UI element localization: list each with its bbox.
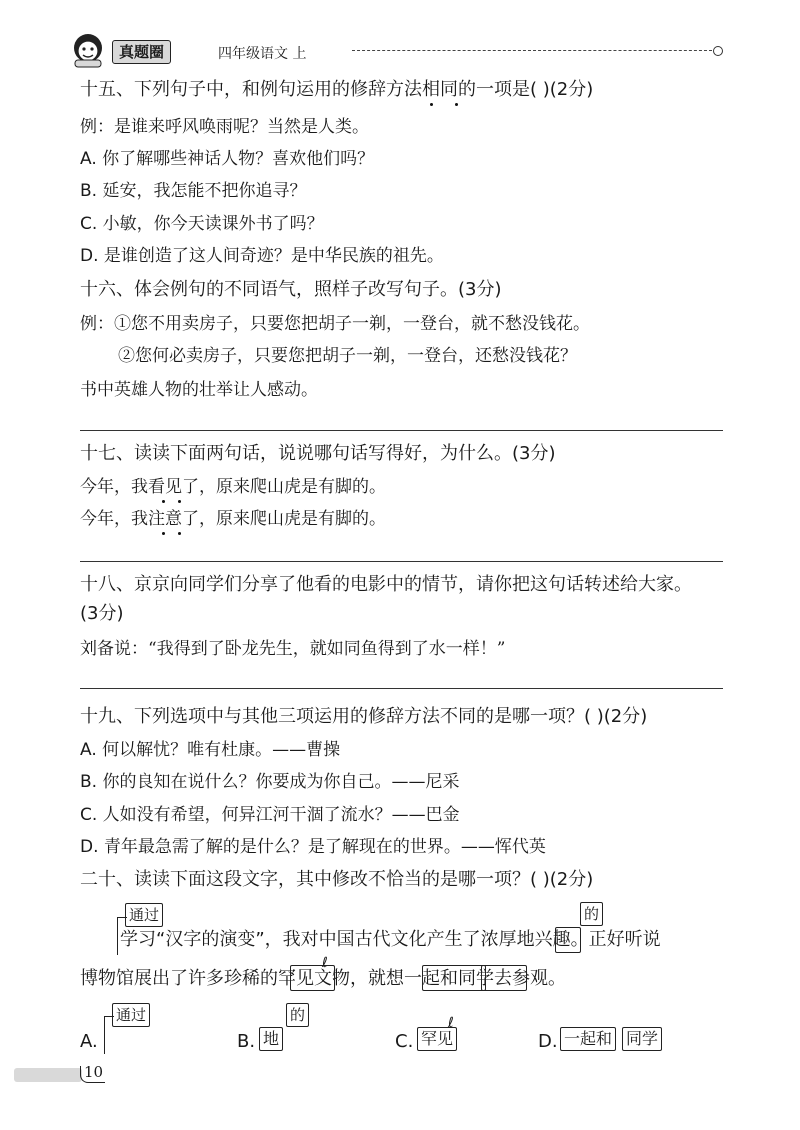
footer-bar [14, 1068, 82, 1082]
q20-paragraph-line-1: 学习“汉字的演变”，我对中国古代文化产生了浓厚地兴趣。正好听说 [120, 929, 661, 950]
emphasis-dot [162, 500, 165, 503]
answer-line [80, 688, 723, 689]
q19-option-c: C. 人如没有希望，何异江河干涸了流水？——巴金 [80, 805, 460, 825]
q20-paragraph-line-2: 博物馆展出了许多珍稀的罕见文物，就想一起和同学去参观。 [80, 968, 566, 989]
q17-sentence-1: 今年，我看见了，原来爬山虎是有脚的。 [80, 477, 386, 497]
q19-stem: 十九、下列选项中与其他三项运用的修辞方法不同的是哪一项？( )(2分) [80, 706, 648, 727]
emphasis-dot [178, 532, 181, 535]
delete-curl-icon: ℓ [448, 1015, 454, 1031]
emphasis-dot [455, 103, 458, 106]
q20-stem: 二十、读读下面这段文字，其中修改不恰当的是哪一项？( )(2分) [80, 869, 594, 890]
q20-option-d-word1: 一起和 [560, 1027, 616, 1051]
insert-mark-stroke [104, 1016, 105, 1054]
box-mark-yiqihe [422, 965, 486, 991]
q19-option-d: D. 青年最急需了解的是什么？是了解现在的世界。——恽代英 [80, 837, 546, 857]
insert-mark-stroke [117, 917, 127, 918]
box-mark-tongxue [481, 965, 527, 991]
q17-sentence-2: 今年，我注意了，原来爬山虎是有脚的。 [80, 509, 386, 529]
box-mark-di [555, 927, 581, 953]
mascot-logo-icon [66, 30, 112, 68]
q16-example-2: ②您何必卖房子，只要您把胡子一剃，一登台，还愁没钱花？ [118, 346, 577, 366]
q20-option-b-word: 地 [259, 1027, 283, 1051]
q15-stem: 十五、下列句子中，和例句运用的修辞方法相同的一项是( )(2分) [80, 79, 594, 100]
q16-example-1: 例：①您不用卖房子，只要您把胡子一剃，一登台，就不愁没钱花。 [80, 314, 590, 334]
insert-mark-tongguo: 通过 [125, 903, 163, 927]
insert-mark-stroke [104, 1016, 114, 1017]
book-title: 四年级语文 上 [218, 46, 307, 62]
answer-line [80, 561, 723, 562]
q19-option-b: B. 你的良知在说什么？你要成为你自己。——尼采 [80, 772, 460, 792]
delete-curl-icon: ℓ [322, 955, 328, 971]
q20-option-a-mark: 通过 [112, 1003, 150, 1027]
q17-stem: 十七、读读下面两句话，说说哪句话写得好，为什么。(3分) [80, 443, 556, 464]
page-number: 10 [84, 1063, 104, 1081]
q20-option-d-word2: 同学 [622, 1027, 662, 1051]
q15-option-c: C. 小敏，你今天读课外书了吗？ [80, 214, 324, 234]
q20-option-c-label: C. [395, 1031, 414, 1052]
q15-example: 例：是谁来呼风唤雨呢？当然是人类。 [80, 117, 369, 137]
insert-mark-stroke [117, 917, 118, 955]
emphasis-dot [430, 103, 433, 106]
q15-option-a: A. 你了解哪些神话人物？喜欢他们吗？ [80, 149, 375, 169]
q16-stem: 十六、体会例句的不同语气，照样子改写句子。(3分) [80, 279, 502, 300]
q15-option-d: D. 是谁创造了这人间奇迹？是中华民族的祖先。 [80, 246, 444, 266]
q20-option-b-label: B. [237, 1031, 256, 1052]
emphasis-dot [178, 500, 181, 503]
brand-badge: 真题圈 [112, 40, 171, 64]
insert-mark-de: 的 [580, 902, 603, 926]
answer-line [80, 430, 723, 431]
q18-points: (3分) [80, 603, 124, 624]
q20-option-d-label: D. [538, 1031, 558, 1052]
q16-prompt: 书中英雄人物的壮举让人感动。 [80, 380, 318, 400]
q20-option-a-label: A. [80, 1031, 98, 1052]
q18-stem: 十八、京京向同学们分享了他看的电影中的情节，请你把这句话转述给大家。 [80, 574, 692, 595]
emphasis-dot [162, 532, 165, 535]
q20-option-b-insert: 的 [286, 1003, 309, 1027]
q20-option-c-word: 罕见 [417, 1027, 457, 1051]
q18-quote: 刘备说：“我得到了卧龙先生，就如同鱼得到了水一样！” [80, 639, 506, 659]
header-rule [352, 50, 712, 51]
q15-option-b: B. 延安，我怎能不把你追寻？ [80, 181, 307, 201]
q19-option-a: A. 何以解忧？唯有杜康。——曹操 [80, 740, 341, 760]
header-end-circle-icon [713, 46, 723, 56]
box-mark-hanjian [290, 965, 335, 991]
